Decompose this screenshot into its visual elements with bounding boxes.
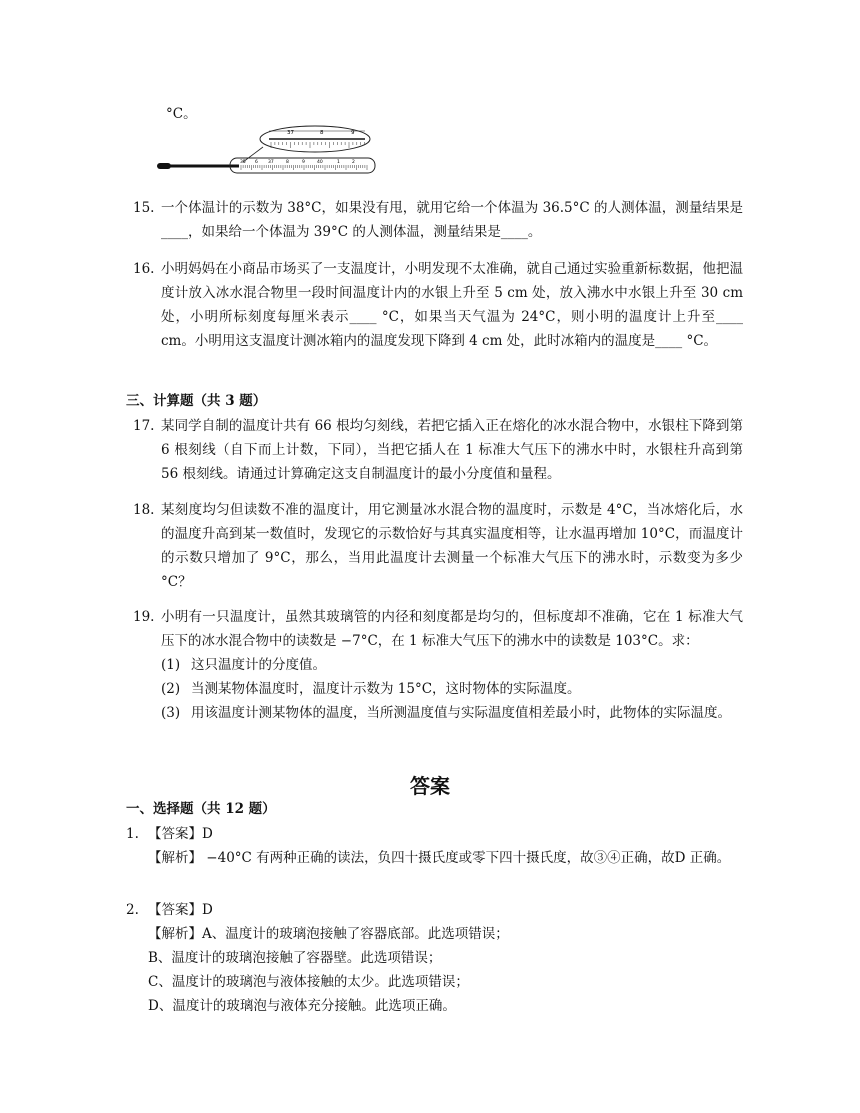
clinical-thermometer-figure [155,125,380,180]
question-text: 一个体温计的示数为 38°C，如果没有甩，就用它给一个体温为 36.5°C 的人测体温，测量结果是____，如果给一个体温为 39°C 的人测体温，测量结果是____。 [161,200,743,240]
answer-key: 【答案】D [148,902,213,918]
question-text: 某同学自制的温度计共有 66 根均匀刻线，若把它插入正在熔化的冰水混合物中，水银柱下降到第 6 根刻线（自下而上计数，下同），当把它插人在 1 标准大气压下的沸水中时，水银柱升高到第 56 根刻线。请通过计算确定这支自制温度计的最小分度值和量程。 [161,418,743,482]
question-number: 17. [133,418,155,434]
bulb [157,163,171,169]
answer-explanation: 【解析】A、温度计的玻璃泡接触了容器底部。此选项错误； [148,926,509,942]
question-text: 小明有一只温度计，虽然其玻璃管的内径和刻度都是均匀的，但标度却不准确，它在 1 标准大气压下的冰水混合物中的读数是 −7°C，在 1 标准大气压下的沸水中的读数是 103°C。求： [161,609,743,649]
svg-text:1: 1 [337,160,340,165]
section-heading-calc: 三、计算题（共 3 题） [126,393,267,409]
question-text: 某刻度均匀但读数不准的温度计，用它测量冰水混合物的温度时，示数是 4°C，当冰熔化后，水的温度升高到某一数值时，发现它的示数恰好与其真实温度相等，让水温再增加 10°C，而温度计的示数只增加了 9°C，那么，当用此温度计去测量一个标准大气压下的沸水时，示数变为多少 °C？ [161,502,743,590]
answer-1 [126,822,743,870]
answer-explanation: D、温度计的玻璃泡与液体充分接触。此选项正确。 [148,998,456,1014]
answer-number: 1. [126,826,139,842]
answer-number: 2. [126,902,139,918]
question-text: 小明妈妈在小商品市场买了一支温度计，小明发现不太准确，就自己通过实验重新标数据，他把温度计放入冰水混合物里一段时间温度计内的水银上升至 5 cm 处，放入沸水中水银上升至 30 cm 处，小明所标刻度每厘米表示____ °C，如果当天气温为 24°C，则小明的温度计上升至____ cm。小明用这支温度计测冰箱内的温度发现下降到 4 cm 处，此时冰箱内的温度是____ °C。 [161,261,743,349]
zoom-label: 8 [320,130,324,136]
answer-2 [126,898,743,1018]
question-number: 16. [133,261,155,277]
answer-explanation: C、温度计的玻璃泡与液体接触的太少。此选项错误； [148,974,469,990]
svg-text:6: 6 [255,160,258,165]
question-17 [133,414,743,486]
zoom-label: 9 [351,130,355,136]
svg-text:2: 2 [352,160,355,165]
question-number: 19. [133,609,155,625]
question-number: 15. [133,200,155,216]
svg-text:40: 40 [317,160,323,165]
sub-question: (1) 这只温度计的分度值。 [161,657,326,673]
fragment-unit-text: °C。 [166,106,197,122]
sub-question: (3) 用该温度计测某物体的温度，当所测温度值与实际温度值相差最小时，此物体的实际温度。 [161,705,731,721]
mercury-column [169,165,239,168]
svg-text:8: 8 [286,160,289,165]
svg-text:9: 9 [302,160,305,165]
answers-title: 答案 [410,774,450,798]
svg-text:35: 35 [240,160,246,165]
question-18 [133,498,743,594]
question-16 [133,257,743,353]
zoom-label: 37 [287,130,294,136]
question-19 [133,605,743,725]
sub-question: (2) 当测某物体温度时，温度计示数为 15°C，这时物体的实际温度。 [161,681,581,697]
answer-key: 【答案】D [148,826,213,842]
question-number: 18. [133,502,155,518]
answer-explanation: 【解析】 −40°C 有两种正确的读法，负四十摄氏度或零下四十摄氏度，故③④正确，故D 正确。 [148,850,731,866]
section-heading-choice: 一、选择题（共 12 题） [126,801,276,817]
svg-text:37: 37 [268,160,274,165]
question-15 [133,196,743,244]
answer-explanation: B、温度计的玻璃泡接触了容器壁。此选项错误； [148,950,442,966]
